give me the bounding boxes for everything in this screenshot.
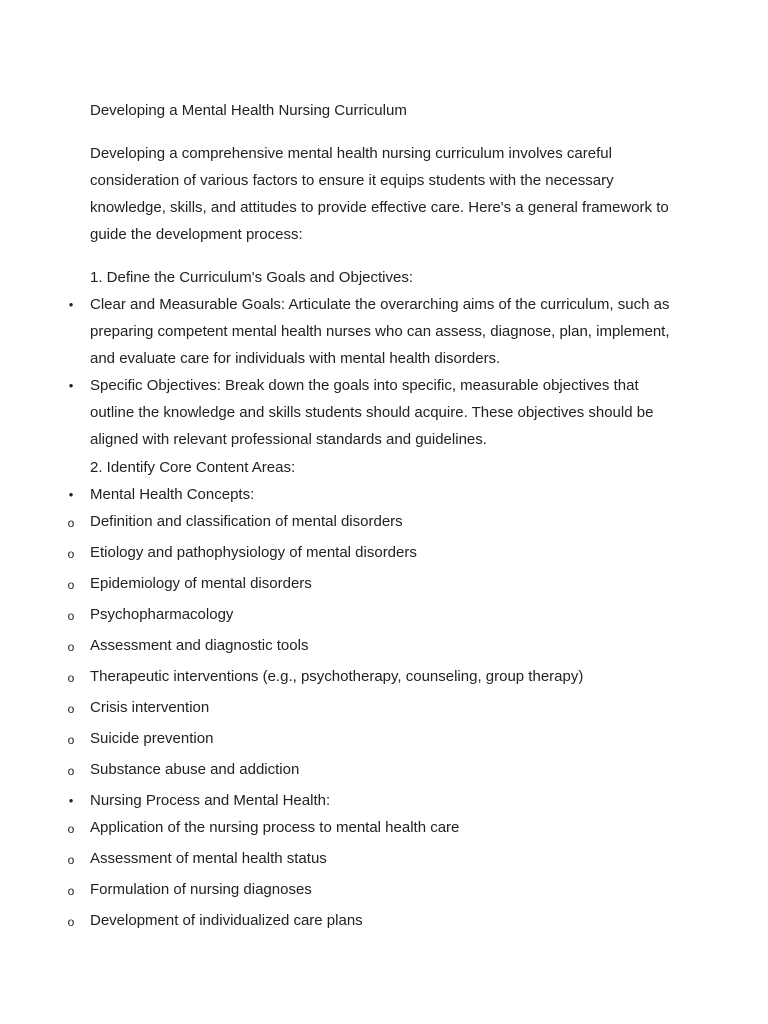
sub-bullet-marker: o bbox=[67, 578, 75, 592]
sub-bullet-marker: o bbox=[67, 671, 75, 685]
sub-bullet-marker: o bbox=[67, 853, 75, 867]
sub-list-item: Epidemiology of mental disorders bbox=[90, 575, 312, 592]
sub-bullet-marker: o bbox=[67, 547, 75, 561]
bullet-marker: • bbox=[68, 793, 74, 808]
sub-bullet-marker: o bbox=[67, 640, 75, 654]
sub-bullet-marker: o bbox=[67, 702, 75, 716]
sub-list-item: Assessment of mental health status bbox=[90, 850, 327, 867]
sub-list-item: Development of individualized care plans bbox=[90, 912, 363, 929]
sub-bullet-marker: o bbox=[67, 516, 75, 530]
bullet-text-line: Clear and Measurable Goals: Articulate the overarching aims of the curriculum, such as bbox=[90, 296, 670, 313]
bullet-marker: • bbox=[68, 297, 74, 312]
intro-line: Developing a comprehensive mental health nursing curriculum involves careful bbox=[90, 145, 612, 162]
sub-bullet-marker: o bbox=[67, 764, 75, 778]
sub-bullet-marker: o bbox=[67, 822, 75, 836]
bullet-text-line: and evaluate care for individuals with mental health disorders. bbox=[90, 350, 501, 367]
sub-list-item: Crisis intervention bbox=[90, 699, 210, 716]
section-2-heading: 2. Identify Core Content Areas: bbox=[90, 459, 296, 476]
sub-list-item: Substance abuse and addiction bbox=[90, 761, 300, 778]
bullet-text-line: Specific Objectives: Break down the goals into specific, measurable objectives that bbox=[90, 377, 639, 394]
sub-list-item: Formulation of nursing diagnoses bbox=[90, 881, 312, 898]
document-title: Developing a Mental Health Nursing Curriculum bbox=[90, 102, 407, 119]
sub-list-item: Suicide prevention bbox=[90, 730, 214, 747]
sub-list-item: Psychopharmacology bbox=[90, 606, 234, 623]
bullet-text-line: preparing competent mental health nurses who can assess, diagnose, plan, implement, bbox=[90, 323, 670, 340]
sub-bullet-marker: o bbox=[67, 884, 75, 898]
sub-list-item: Therapeutic interventions (e.g., psychotherapy, counseling, group therapy) bbox=[90, 668, 584, 685]
intro-line: guide the development process: bbox=[90, 226, 303, 243]
intro-line: knowledge, skills, and attitudes to provide effective care. Here's a general framework to bbox=[90, 199, 669, 216]
sub-bullet-marker: o bbox=[67, 609, 75, 623]
bullet-marker: • bbox=[68, 378, 74, 393]
sub-list-item: Application of the nursing process to mental health care bbox=[90, 819, 460, 836]
bullet-marker: • bbox=[68, 487, 74, 502]
bullet-text-line: aligned with relevant professional standards and guidelines. bbox=[90, 431, 487, 448]
section-1-heading: 1. Define the Curriculum's Goals and Objectives: bbox=[90, 269, 414, 286]
intro-line: consideration of various factors to ensure it equips students with the necessary bbox=[90, 172, 614, 189]
group-label: Mental Health Concepts: bbox=[90, 486, 255, 503]
sub-list-item: Definition and classification of mental disorders bbox=[90, 513, 403, 530]
sub-list-item: Assessment and diagnostic tools bbox=[90, 637, 309, 654]
sub-bullet-marker: o bbox=[67, 733, 75, 747]
sub-bullet-marker: o bbox=[67, 915, 75, 929]
bullet-text-line: outline the knowledge and skills students should acquire. These objectives should be bbox=[90, 404, 654, 421]
sub-list-item: Etiology and pathophysiology of mental disorders bbox=[90, 544, 417, 561]
group-label: Nursing Process and Mental Health: bbox=[90, 792, 331, 809]
